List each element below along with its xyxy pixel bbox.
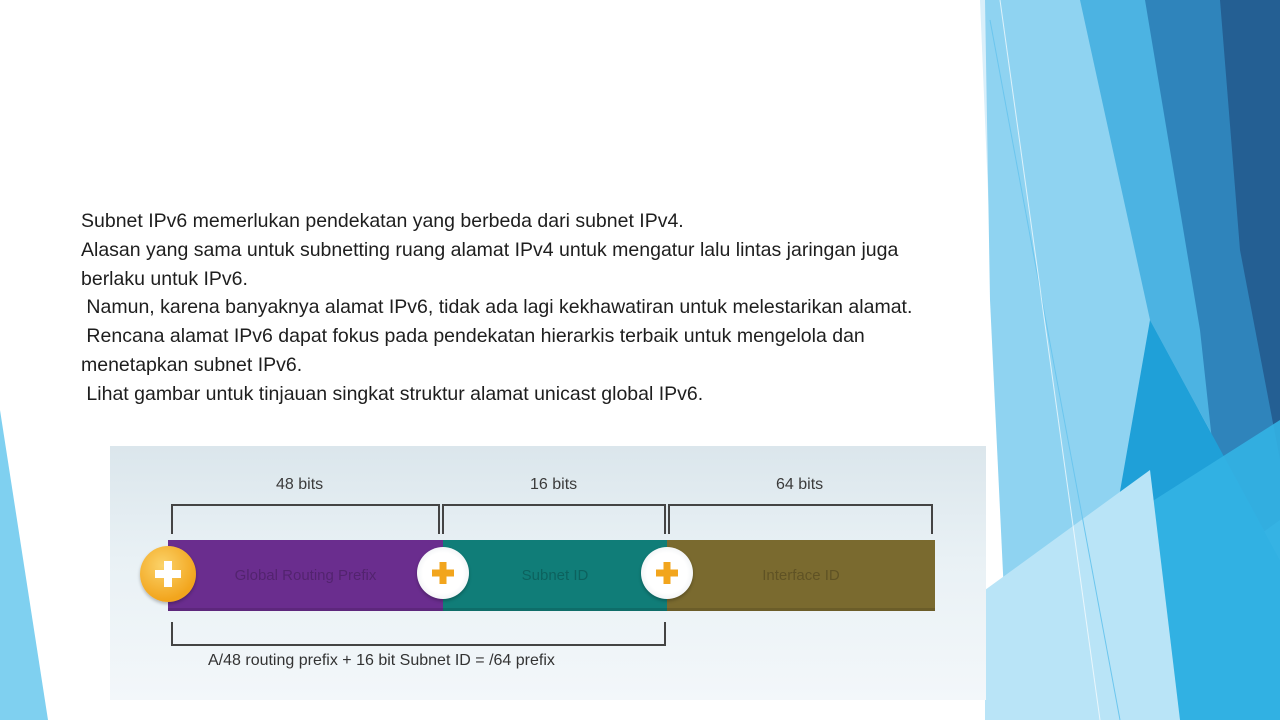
segment-label-subnet-id: Subnet ID — [521, 567, 589, 584]
plus-icon — [641, 547, 693, 599]
prefix-caption: A/48 routing prefix + 16 bit Subnet ID = /64 prefix — [208, 652, 555, 669]
paragraph-2: Alasan yang sama untuk subnetting ruang alamat IPv4 untuk mengatur lalu lintas jaringan juga berlaku untuk IPv6. — [81, 238, 904, 290]
bits-label-global-routing: 48 bits — [276, 476, 324, 493]
plus-icon — [140, 546, 196, 602]
segment-subnet-id — [443, 540, 667, 611]
segment-label-global-routing-prefix: Global Routing Prefix — [234, 567, 377, 584]
ipv6-address-structure-figure — [110, 446, 986, 700]
paragraph-4: Rencana alamat IPv6 dapat fokus pada pendekatan hierarkis terbaik untuk mengelola dan menetapkan subnet IPv6. — [81, 325, 871, 376]
slide-body-text — [81, 207, 961, 409]
bits-label-subnet: 16 bits — [530, 476, 578, 493]
paragraph-1: Subnet IPv6 memerlukan pendekatan yang berbeda dari subnet IPv4. — [81, 210, 684, 232]
bits-label-interface: 64 bits — [776, 476, 824, 493]
paragraph-5: Lihat gambar untuk tinjauan singkat struktur alamat unicast global IPv6. — [81, 382, 704, 405]
paragraph-3: Namun, karena banyaknya alamat IPv6, tidak ada lagi kekhawatiran untuk melestarikan alamat. — [81, 296, 913, 319]
plus-icon — [417, 547, 469, 599]
segment-label-interface-id: Interface ID — [762, 567, 840, 584]
segment-global-routing-prefix — [168, 540, 443, 611]
segment-interface-id — [667, 540, 935, 611]
